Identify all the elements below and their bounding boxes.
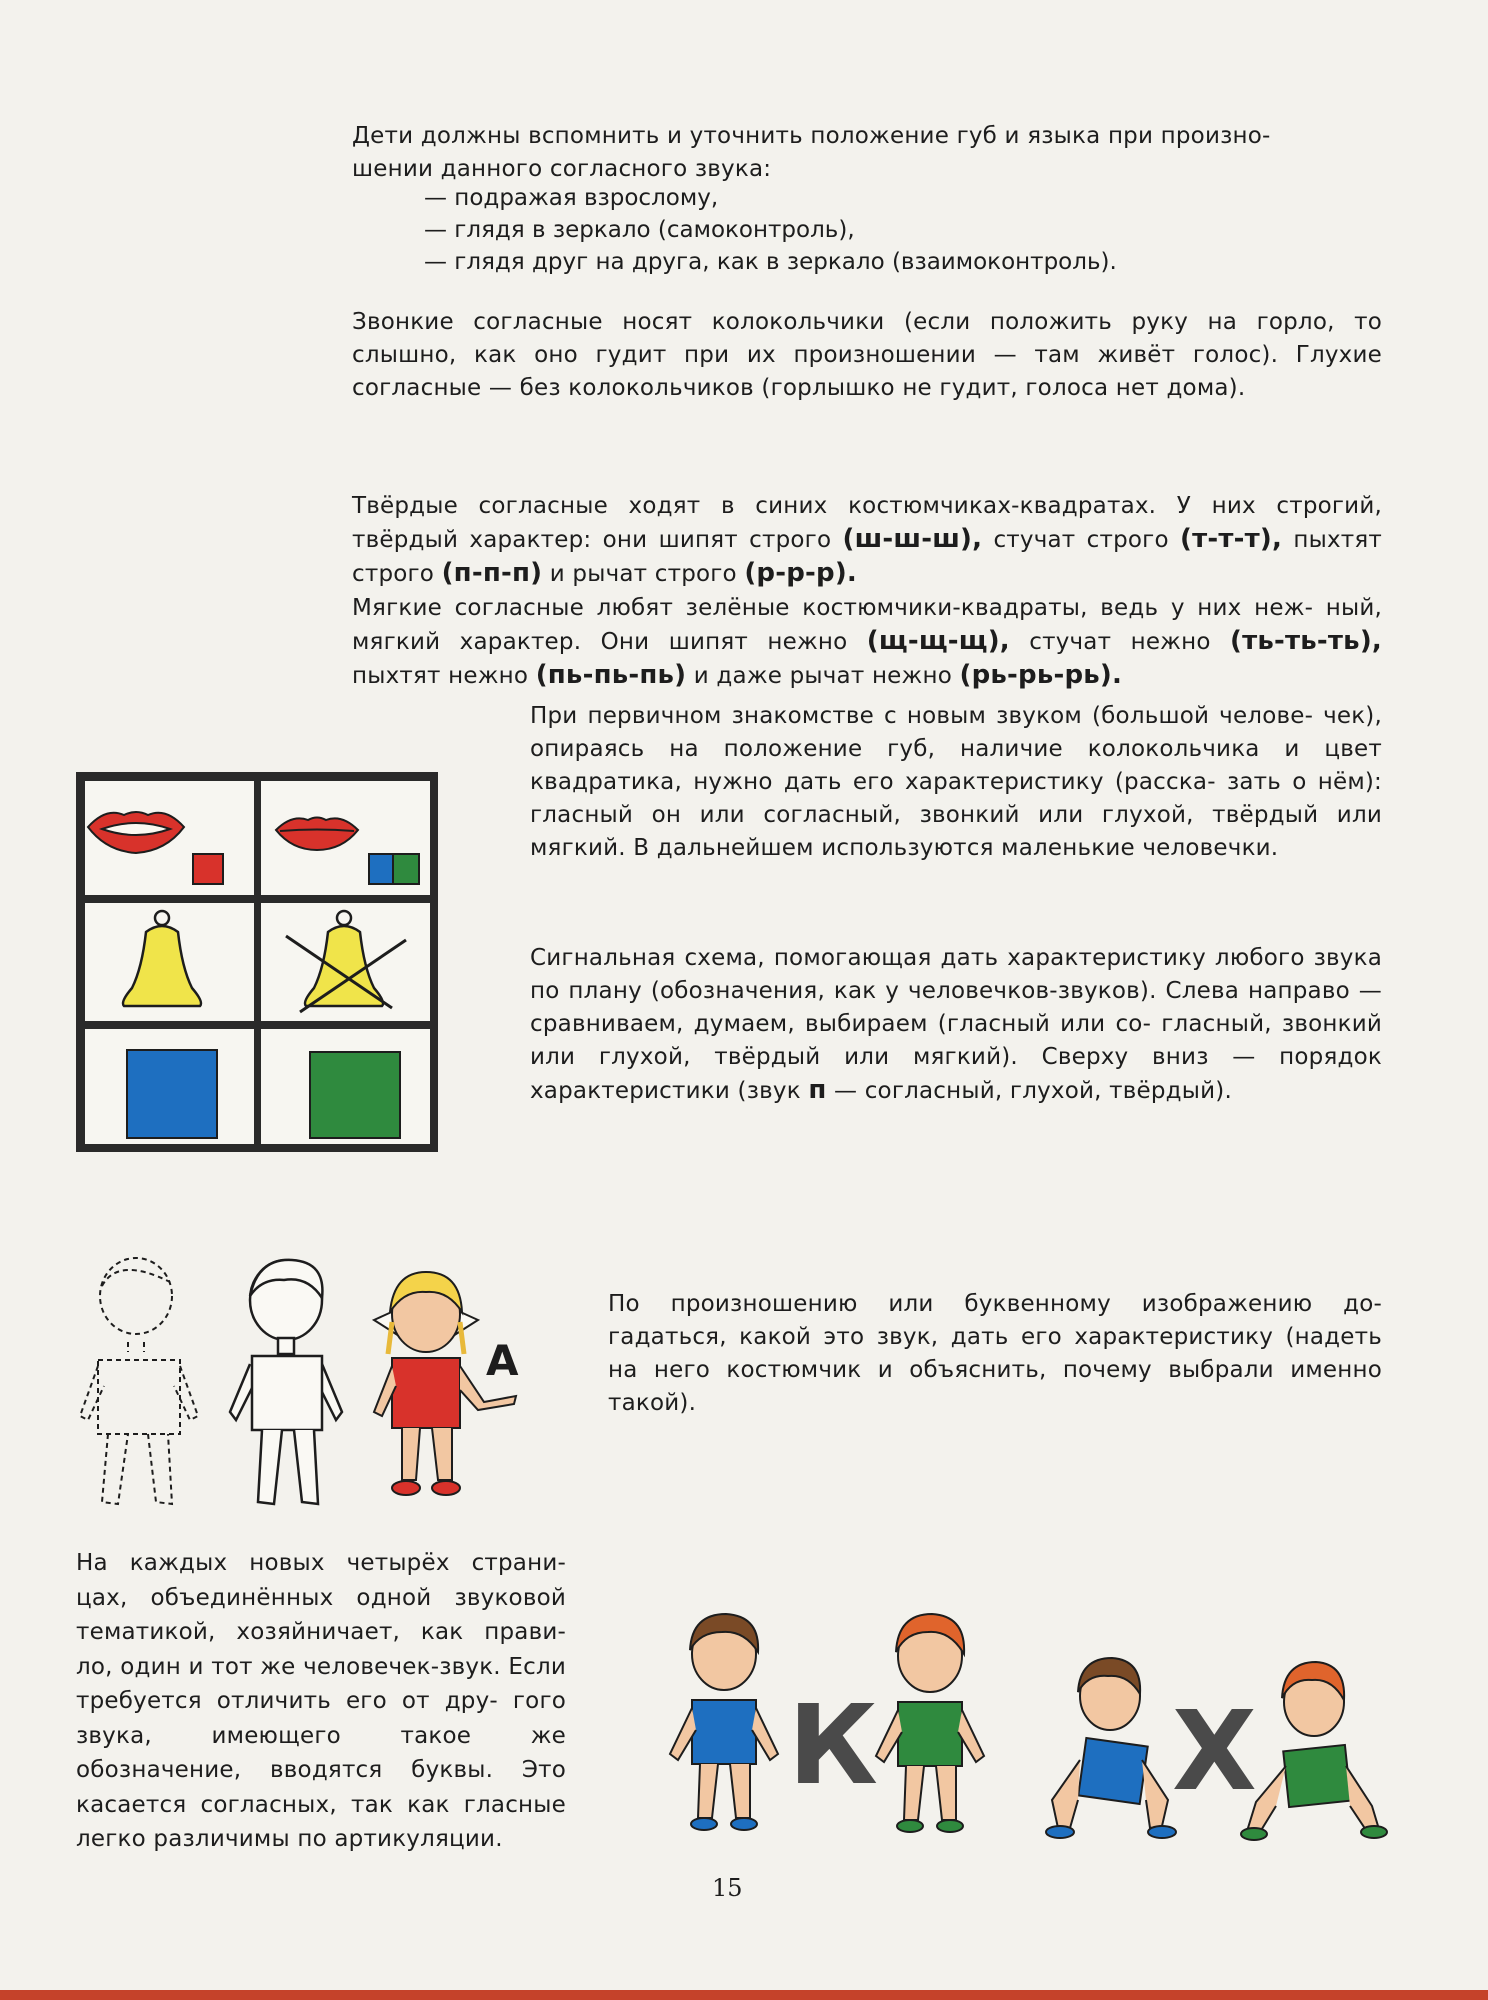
soft-text-3: пыхтят нежно: [352, 663, 536, 689]
hard-text-3: пыхтят строго: [352, 527, 1382, 587]
page-number: 15: [712, 1874, 743, 1902]
outline-child-figure: [222, 1256, 352, 1512]
bell-icon: [116, 908, 208, 1014]
intro-item-3: — глядя друг на друга, как в зеркало (взаимоконтроль).: [424, 249, 1117, 275]
intro-item-2: — глядя в зеркало (самоконтроль),: [424, 217, 855, 243]
crossed-bell-icon: [282, 908, 408, 1018]
voiced-paragraph: Звонкие согласные носят колокольчики (если положить руку на горло, то слышно, как оно гудит при их произношении — там живёт голос). Глухие согласные — без колокольчиков (горлышко не гудит, голоса нет дома).: [352, 309, 1382, 401]
signal-scheme-paragraph: [530, 942, 1382, 1108]
intro-line-1: Дети должны вспомнить и уточнить положение губ и языка при произно-: [352, 123, 1271, 149]
hard-text-4: и рычат строго: [542, 561, 745, 587]
letter-h: Х: [1172, 1687, 1257, 1815]
child-blue-standing: [660, 1604, 790, 1834]
page-edge: [0, 1990, 1488, 2000]
soft-text-1: Мягкие согласные любят зелёные костюмчики-квадраты, ведь у них неж- ный, мягкий характер. Они шипят нежно: [352, 595, 1382, 655]
soft-sound-p: (пь-пь-пь): [535, 660, 687, 690]
closed-lips-icon: [274, 812, 360, 852]
blue-square-large: [126, 1049, 218, 1139]
signal-scheme-text-2: — согласный, глухой, твёрдый).: [826, 1078, 1232, 1104]
dashed-child-figure: [78, 1256, 208, 1512]
soft-sound-t: (ть-ть-ть),: [1230, 626, 1382, 656]
green-square-large: [309, 1051, 401, 1139]
soft-sound-r: (рь-рь-рь).: [959, 660, 1123, 690]
hard-text-2: стучат строго: [982, 527, 1181, 553]
child-green-sitting: [1240, 1656, 1390, 1842]
intro-item-1: — подражая взрослому,: [424, 185, 719, 211]
girl-letter: А: [486, 1336, 519, 1385]
hard-sound-t: (т-т-т),: [1180, 524, 1283, 554]
hard-sound-sh: (ш-ш-ш),: [842, 524, 983, 554]
child-green-standing: [866, 1606, 996, 1836]
signal-scheme-letter: п: [808, 1075, 827, 1105]
signal-scheme-text-1: Сигнальная схема, помогающая дать характеристику любого звука по плану (обозначения, как у человечков-звуков). Слева направо — сравниваем, думаем, выбираем (гласный или со- гласный, звонкий или глухой, твёрдый или мягкий). Сверху вниз — порядок характеристики (звук: [530, 945, 1382, 1104]
open-lips-icon: [86, 805, 186, 855]
girl-figure: [366, 1262, 536, 1512]
soft-text-2: стучат нежно: [1009, 629, 1231, 655]
first-meeting-paragraph: При первичном знакомстве с новым звуком (большой челове- чек), опираясь на положение губ, наличие колокольчика и цвет квадратика, нужно дать его характеристику (расска- зать о нём): гласный он или согласный, звонкий или глухой, твёрдый или мягкий. В дальнейшем используются маленькие человечки.: [530, 703, 1382, 861]
intro-paragraph: [352, 120, 1382, 186]
four-pages-paragraph: На каждых новых четырёх страни- цах, объединённых одной звуковой тематикой, хозяйничает, как прави- ло, один и тот же человечек-звук. Если требуется отличить его от дру- гого звука, имеющего такое же обозначение, вводятся буквы. Это касается согласных, так как гласные легко различимы по артикуляции.: [76, 1550, 566, 1852]
hard-paragraph: [352, 490, 1382, 591]
guess-paragraph: По произношению или буквенному изображению до- гадаться, какой это звук, дать его характеристику (надеть на него костюмчик и объяснить, почему выбрали именно такой).: [608, 1291, 1382, 1416]
soft-paragraph: [352, 592, 1382, 693]
hard-sound-p: (п-п-п): [441, 558, 543, 588]
child-blue-sitting: [1038, 1650, 1188, 1840]
intro-line-2: шении данного согласного звука:: [352, 156, 772, 182]
hard-sound-r: (р-р-р).: [744, 558, 858, 588]
soft-sound-shch: (щ-щ-щ),: [866, 626, 1010, 656]
green-square-small: [392, 853, 420, 885]
red-square-small: [192, 853, 224, 885]
intro-list: [424, 182, 1324, 278]
letter-k: К: [788, 1681, 878, 1809]
hard-text-1: Твёрдые согласные ходят в синих костюмчиках-квадратах. У них строгий, твёрдый характер: они шипят строго: [352, 493, 1382, 553]
soft-text-4: и даже рычат нежно: [686, 663, 960, 689]
